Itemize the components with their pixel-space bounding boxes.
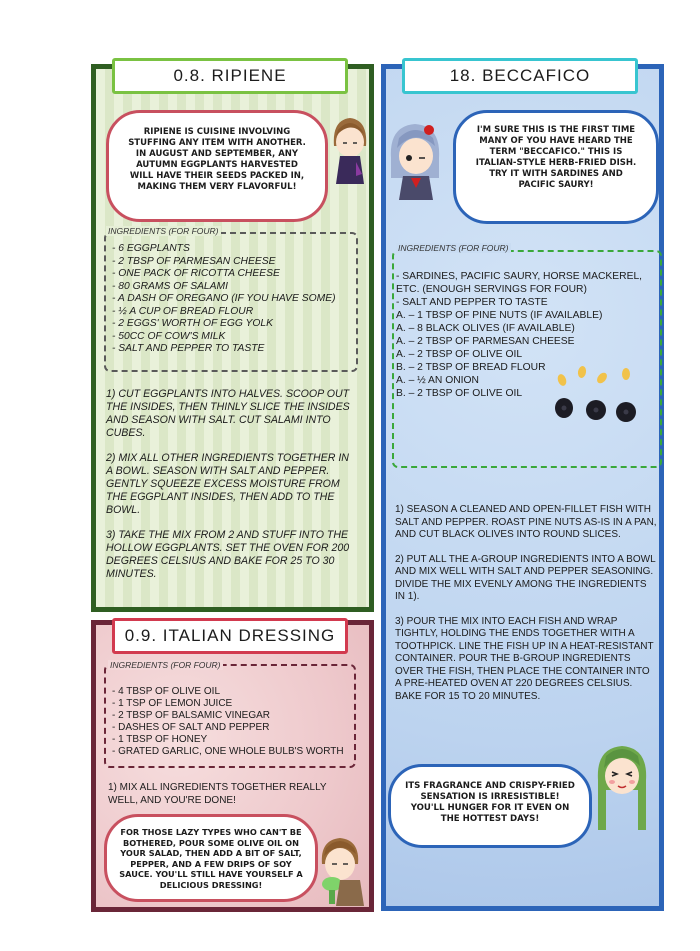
ripiene-speech-bubble [106,110,328,222]
beccafico-step-2: 2) PUT ALL THE A-GROUP INGREDIENTS INTO A BOWL AND MIX WELL WITH SALT AND PEPPER SEASONING. DIVIDE THE MIX EVENLY AMONG THE INGREDIENTS IN 1). [395,553,656,602]
list-item: - SARDINES, PACIFIC SAURY, HORSE MACKEREL, ETC. (ENOUGH SERVINGS FOR FOUR) [396,271,643,295]
list-item: - ONE PACK OF RICOTTA CHEESE [112,268,280,279]
list-item: A. – 8 BLACK OLIVES (IF AVAILABLE) [396,323,575,334]
list-item: - GRATED GARLIC, ONE WHOLE BULB'S WORTH [112,746,344,757]
list-item: - SALT AND PEPPER TO TASTE [396,297,548,308]
ripiene-ingredients-label: INGREDIENTS (FOR FOUR) [108,226,219,236]
chibi-boy-eating-icon [312,834,368,906]
beccafico-steps [395,504,657,715]
list-item: - A DASH OF OREGANO (IF YOU HAVE SOME) [112,293,336,304]
list-item: - 1 TSP OF LEMON JUICE [112,698,233,709]
list-item: A. – ½ AN ONION [396,375,479,386]
list-item: - 2 TBSP OF BALSAMIC VINEGAR [112,710,271,721]
list-item: B. – 2 TBSP OF OLIVE OIL [396,388,523,399]
beccafico-second-bubble [388,764,592,848]
beccafico-speech-bubble [453,110,659,224]
dressing-title: 0.9. ITALIAN DRESSING [112,618,348,654]
ripiene-steps [106,388,358,593]
list-item: A. – 1 TBSP OF PINE NUTS (IF AVAILABLE) [396,310,603,321]
list-item: - 6 EGGPLANTS [112,243,190,254]
list-item: - DASHES OF SALT AND PEPPER [112,722,270,733]
beccafico-bubble-text: I'M SURE THIS IS THE FIRST TIME MANY OF YOU HAVE HEARD THE TERM "BECCAFICO." THIS IS ITALIAN-STYLE HERB-FRIED DISH. TRY IT WITH SARDINES AND PACIFIC SAURY! [475,125,637,190]
list-item: - SALT AND PEPPER TO TASTE [112,343,265,354]
beccafico-step-3: 3) POUR THE MIX INTO EACH FISH AND WRAP TIGHTLY, HOLDING THE ENDS TOGETHER WITH A TOOTHPICK. LINE THE FISH UP IN A HEAT-RESISTANT CONTAINER. POUR THE B-GROUP INGREDIENTS OVER THE FISH, THEN PLACE THE CONTAINER INTO A PRE-HEATED OVEN AT 220 DEGREES CELSIUS. BAKE FOR 15 TO 20 MINUTES. [395,615,654,702]
list-item: - 2 TBSP OF PARMESAN CHEESE [112,255,276,267]
list-item: A. – 2 TBSP OF PARMESAN CHEESE [396,336,575,347]
ripiene-ingredients-list [112,243,356,356]
chibi-green-hair-character [590,740,654,834]
beccafico-bubble2-text: ITS FRAGRANCE AND CRISPY-FRIED SENSATION IS IRRESISTIBLE! YOU'LL HUNGER FOR IT EVEN ON THE HOTTEST DAYS! [405,781,575,824]
beccafico-step-1: 1) SEASON A CLEANED AND OPEN-FILLET FISH WITH SALT AND PEPPER. ROAST PINE NUTS AS-IS IN A PAN, AND CUT BLACK OLIVES INTO ROUND SLICES. [395,504,657,540]
dressing-ingredients-label: INGREDIENTS (FOR FOUR) [110,660,221,670]
ripiene-bubble-text: RIPIENE IS CUISINE INVOLVING STUFFING ANY ITEM WITH ANOTHER. IN AUGUST AND SEPTEMBER, ANY AUTUMN EGGPLANTS HARVESTED WILL HAVE THEIR SEEDS PACKED IN, MAKING THEM VERY FLAVORFUL! [128,127,306,192]
list-item: - 80 GRAMS OF SALAMI [112,280,228,292]
ripiene-step-3: 3) TAKE THE MIX FROM 2 AND STUFF INTO THE HOLLOW EGGPLANTS. SET THE OVEN FOR 200 DEGREES CELSIUS AND BAKE FOR 25 TO 30 MINUTES. [106,529,350,580]
list-item: - 1 TBSP OF HONEY [112,734,208,745]
list-item: - 4 TBSP OF OLIVE OIL [112,686,221,697]
ripiene-step-1: 1) CUT EGGPLANTS INTO HALVES. SCOOP OUT THE INSIDES, THEN THINLY SLICE THE INSIDES AND SEASON WITH SALT. CUT SALAMI INTO CUBES. [106,388,350,439]
list-item: - 2 EGGS' WORTH OF EGG YOLK [112,318,274,329]
chibi-girl-character [385,118,447,202]
beccafico-title: 18. BECCAFICO [402,58,638,94]
dressing-step: 1) MIX ALL INGREDIENTS TOGETHER REALLY WELL, AND YOU'RE DONE! [108,782,327,806]
ripiene-step-2: 2) MIX ALL OTHER INGREDIENTS TOGETHER IN A BOWL. SEASON WITH SALT AND PEPPER. GENTLY SQUEEZE EXCESS MOISTURE FROM THE EGGPLANT INSIDES, THEN ADD TO THE BOWL. [106,452,349,516]
dressing-bubble-text: FOR THOSE LAZY TYPES WHO CAN'T BE BOTHERED, POUR SOME OLIVE OIL ON YOUR SALAD, THEN ADD A BIT OF SALT, PEPPER, AND A FEW DRIPS OF SOY SAUCE. YOU'LL STILL HAVE YOURSELF A DELICIOUS DRESSING! [119,827,303,890]
dressing-ingredients-list [112,686,352,758]
chibi-boy-character [326,112,372,188]
dressing-speech-bubble [104,814,318,902]
list-item: A. – 2 TBSP OF OLIVE OIL [396,349,523,360]
list-item: - ½ A CUP OF BREAD FLOUR [112,305,254,317]
list-item: B. – 2 TBSP OF BREAD FLOUR [396,362,546,373]
ripiene-title: 0.8. RIPIENE [112,58,348,94]
beccafico-ingredients-label: INGREDIENTS (FOR FOUR) [398,243,509,253]
list-item: - 50CC OF COW'S MILK [112,330,226,342]
pine-nuts-and-olives-icon [552,362,646,430]
